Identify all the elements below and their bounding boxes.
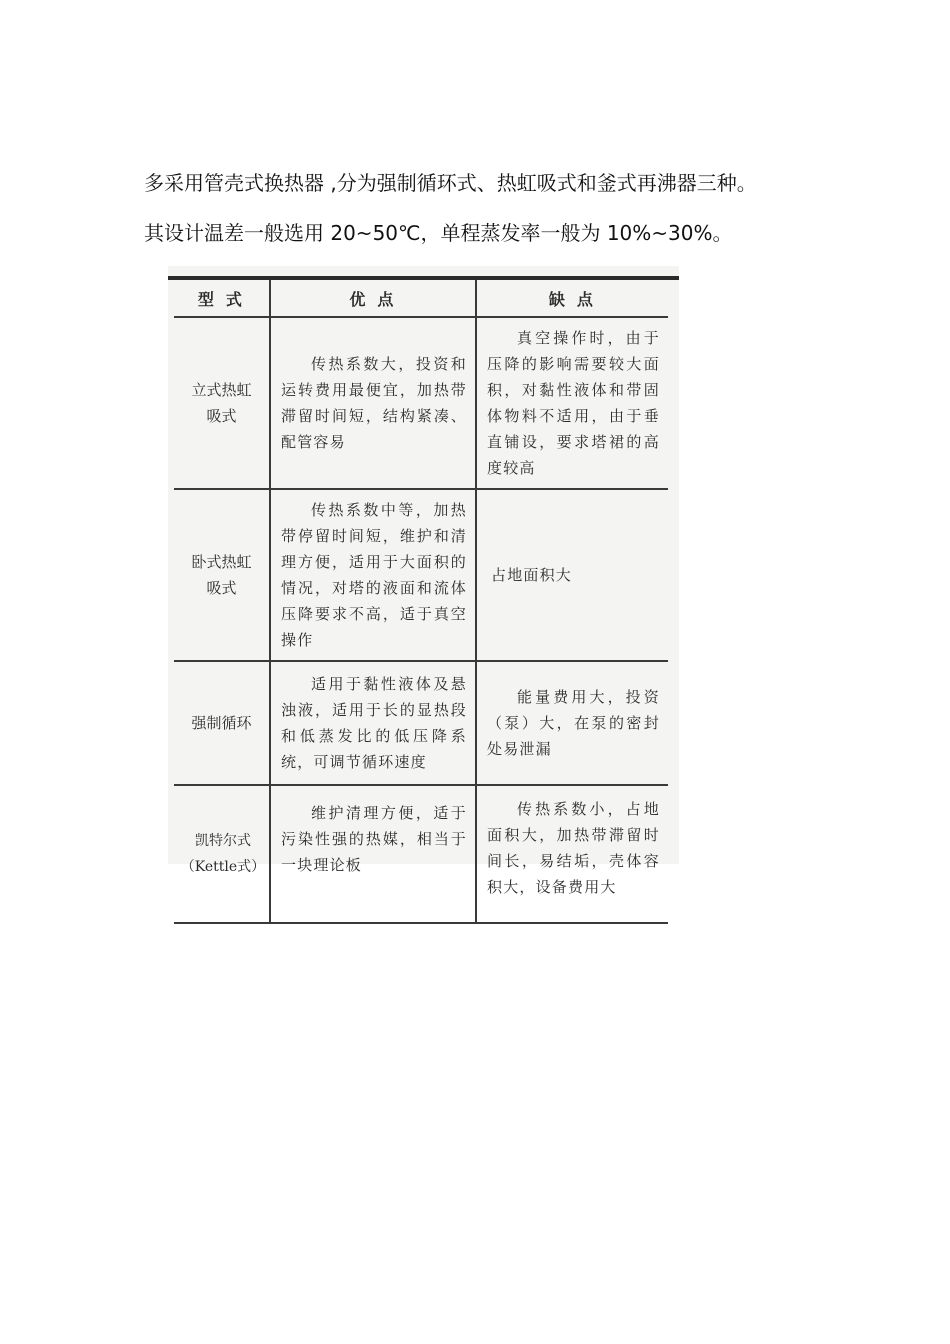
header-cons: 缺 点 (476, 280, 668, 317)
row-pros: 传热系数中等，加热带停留时间短，维护和清理方便，适用于大面积的情况，对塔的液面和流体压降要求不高，适于真空操作 (270, 489, 476, 661)
reboiler-comparison-table (174, 280, 668, 924)
reboiler-comparison-table-image (168, 266, 679, 896)
row-cons: 真空操作时，由于压降的影响需要较大面积，对黏性液体和带固体物料不适用，由于垂直铺设，要求塔裙的高度较高 (476, 317, 668, 489)
table-row (174, 317, 668, 489)
row-cons: 传热系数小，占地面积大，加热带滞留时间长，易结垢，壳体容积大，设备费用大 (476, 785, 668, 923)
row-pros: 适用于黏性液体及悬浊液，适用于长的显热段和低蒸发比的低压降系统，可调节循环速度 (270, 661, 476, 785)
intro-paragraph-2: 其设计温差一般选用 20~50℃，单程蒸发率一般为 10%~30%。 (144, 221, 733, 245)
row-pros: 传热系数大，投资和运转费用最便宜，加热带滞留时间短，结构紧凑、配管容易 (270, 317, 476, 489)
table-row (174, 661, 668, 785)
row-pros: 维护清理方便，适于污染性强的热媒，相当于一块理论板 (270, 785, 476, 923)
row-type: 凯特尔式（Kettle式） (174, 785, 270, 923)
row-type: 卧式热虹吸式 (174, 489, 270, 661)
header-pros: 优 点 (270, 280, 476, 317)
row-type: 立式热虹吸式 (174, 317, 270, 489)
intro-paragraph-1: 多采用管壳式换热器 ,分为强制循环式、热虹吸式和釜式再沸器三种。 (144, 171, 757, 195)
row-cons: 占地面积大 (476, 489, 668, 661)
table-row (174, 489, 668, 661)
table-row (174, 785, 668, 923)
header-type: 型 式 (174, 280, 270, 317)
table-header-row (174, 280, 668, 317)
row-type: 强制循环 (174, 661, 270, 785)
row-cons: 能量费用大，投资（泵）大，在泵的密封处易泄漏 (476, 661, 668, 785)
